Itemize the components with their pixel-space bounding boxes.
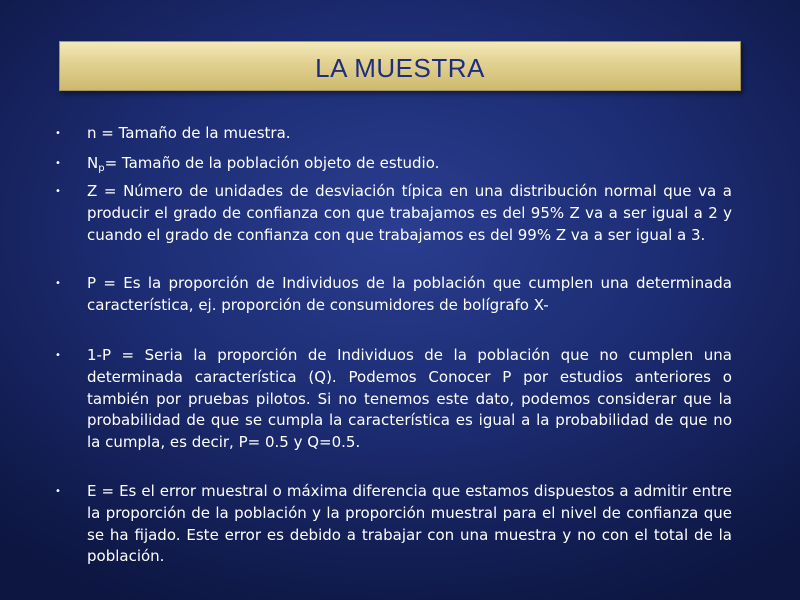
bullet-text: n = Tamaño de la muestra.	[87, 124, 291, 142]
bullet-dot: •	[55, 278, 61, 289]
np-definition: = Tamaño de la población objeto de estudio.	[104, 154, 440, 172]
bullet-dot: •	[55, 486, 61, 497]
bullet-text	[87, 153, 732, 180]
bullet-text: Z = Número de unidades de desviación típica en una distribución normal que va a producir el grado de confianza con que trabajamos es del 95% Z va a ser igual a 2 y cuando el grado de confianza con que trabajamos es del 99% Z va a ser igual a 3.	[87, 182, 732, 244]
bullet-text: P = Es la proporción de Individuos de la población que cumplen una determinada característica, ej. proporción de consumidores de bolígrafo X-	[87, 274, 732, 314]
bullet-text: E = Es el error muestral o máxima diferencia que estamos dispuestos a admitir entre la proporción de la población y la proporción muestral para el nivel de confianza que se ha fijado. Este error es debido a trabajar con una muestra y no con el total de la población.	[87, 482, 732, 566]
bullet-text: 1-P = Seria la proporción de Individuos de la población que no cumplen una determinada característica (Q). Podemos Conocer P por estudios anteriores o también por pruebas pilotos. Si no tenemos este dato, podemos considerar que la probabilidad de que se cumpla la característica es igual a la probabilidad de que no la cumpla, es decir, P= 0.5 y Q=0.5.	[87, 346, 732, 452]
bullet-dot: •	[55, 158, 61, 169]
np-symbol: N	[87, 154, 99, 172]
slide-title: LA MUESTRA	[315, 52, 485, 83]
bullet-dot: •	[55, 128, 61, 139]
np-subscript: p	[98, 163, 105, 174]
bullet-dot: •	[55, 350, 61, 361]
bullet-dot: •	[55, 186, 61, 197]
